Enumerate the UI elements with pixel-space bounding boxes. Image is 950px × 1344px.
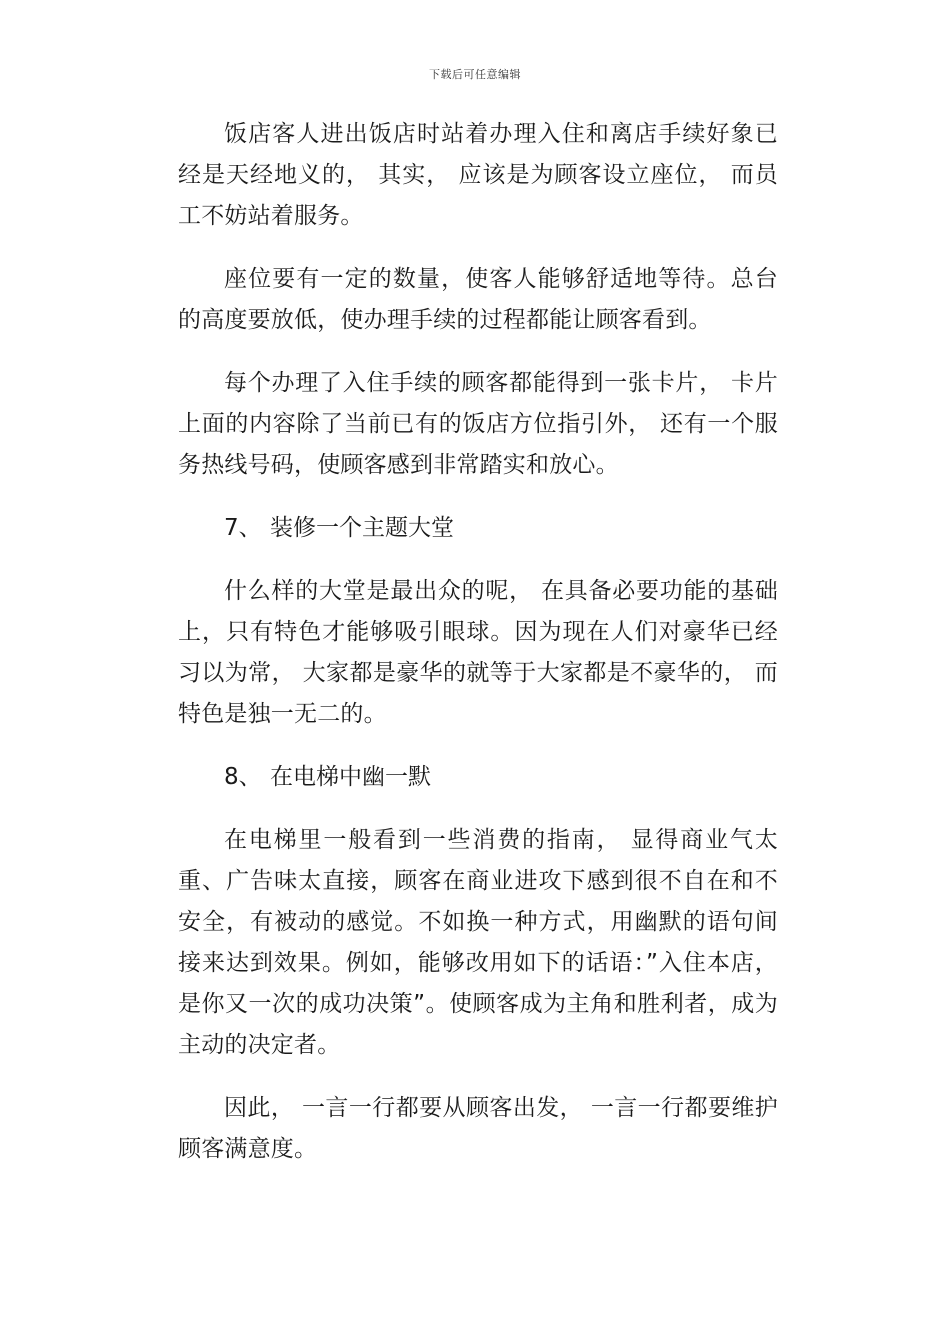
section-title: 在电梯中幽一默	[270, 764, 431, 790]
paragraph-elevator: 在电梯里一般看到一些消费的指南， 显得商业气太重、广告味太直接，顾客在商业进攻下感到很不自在和不安全，有被动的感觉。不如换一种方式，用幽默的语句间接来达到效果。例如，能够改用如下的话语：”入住本店，是你又一次的成功决策”。使顾客成为主角和胜利者，成为主动的决定者。	[178, 827, 778, 1058]
section-title: 装修一个主题大堂	[270, 515, 454, 541]
section-heading-7	[178, 508, 778, 549]
paragraph-guest-card: 每个办理了入住手续的顾客都能得到一张卡片， 卡片上面的内容除了当前已有的饭店方位指引外， 还有一个服务热线号码，使顾客感到非常踏实和放心。	[178, 370, 778, 478]
paragraph-front-desk: 座位要有一定的数量，使客人能够舒适地等待。总台的高度要放低，使办理手续的过程都能让顾客看到。	[178, 266, 778, 333]
section-number: 8、	[224, 764, 262, 790]
section-number: 7、	[224, 515, 262, 541]
paragraph-conclusion: 因此， 一言一行都要从顾客出发， 一言一行都要维护顾客满意度。	[178, 1095, 778, 1162]
paragraph-lobby: 什么样的大堂是最出众的呢， 在具备必要功能的基础上，只有特色才能够吸引眼球。因为现在人们对豪华已经习以为常， 大家都是豪华的就等于大家都是不豪华的， 而特色是独一无二的。	[178, 578, 778, 727]
page-header-note: 下载后可任意编辑	[429, 68, 521, 81]
document-body	[178, 114, 778, 1192]
section-heading-8	[178, 757, 778, 798]
paragraph-seating: 饭店客人进出饭店时站着办理入住和离店手续好象已经是天经地义的， 其实， 应该是为顾客设立座位， 而员工不妨站着服务。	[178, 121, 778, 229]
